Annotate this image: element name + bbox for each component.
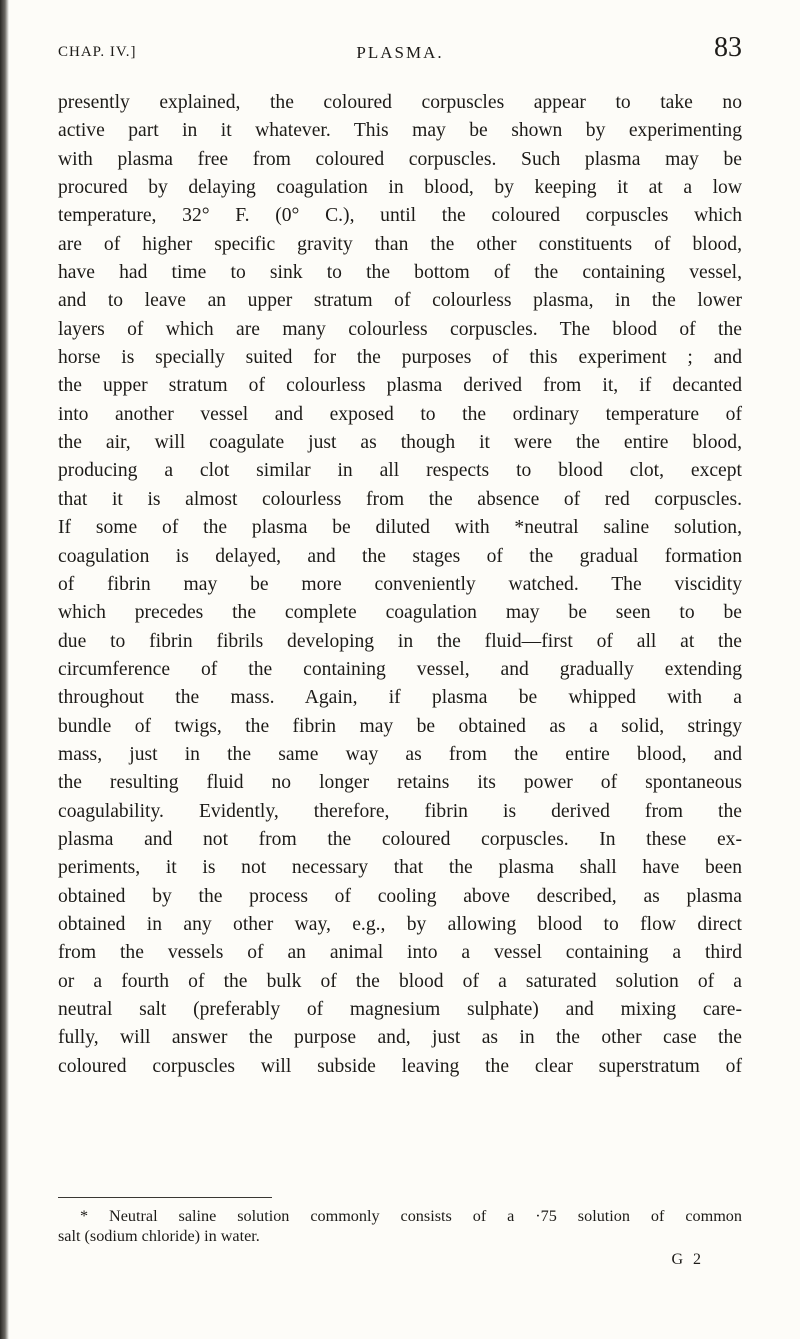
text-line: coloured corpuscles will subside leaving the clear superstratum of [58,1055,742,1077]
text-line: obtained in any other way, e.g., by allowing blood to flow direct [58,913,742,935]
text-line: the resulting fluid no longer retains its power of spontaneous [58,772,742,794]
text-line: active part in it whatever. This may be shown by experimenting [58,120,742,142]
text-line: with plasma free from coloured corpuscles. Such plasma may be [58,148,742,170]
text-line: which precedes the complete coagulation may be seen to be [58,602,742,624]
footnote-line: salt (sodium chloride) in water. [58,1227,260,1245]
chapter-label: CHAP. IV.] [58,44,137,60]
text-line: from the vessels of an animal into a vessel containing a third [58,942,742,964]
signature-mark: G 2 [671,1251,704,1268]
text-line: plasma and not from the coloured corpuscles. In these ex- [58,828,742,850]
text-line: If some of the plasma be diluted with *neutral saline solution, [58,517,742,539]
text-line: due to fibrin fibrils developing in the fluid—first of all at the [58,630,742,652]
text-line: and to leave an upper stratum of colourless plasma, in the lower [58,290,742,312]
text-line: mass, just in the same way as from the entire blood, and [58,743,742,765]
text-line: horse is specially suited for the purposes of this experiment ; and [58,347,742,369]
text-line: periments, it is not necessary that the plasma shall have been [58,857,742,879]
text-line: presently explained, the coloured corpuscles appear to take no [58,92,742,113]
page-number: 83 [714,32,742,63]
page-binding-edge [0,0,9,1339]
text-line: into another vessel and exposed to the ordinary temperature of [58,403,742,425]
running-header [58,32,742,68]
footnote [58,1206,742,1246]
text-line: procured by delaying coagulation in blood, by keeping it at a low [58,177,742,199]
text-line: or a fourth of the bulk of the blood of a saturated solution of a [58,970,742,992]
text-line: coagulability. Evidently, therefore, fibrin is derived from the [58,800,742,822]
text-line: that it is almost colourless from the absence of red corpuscles. [58,488,742,510]
text-line: the upper stratum of colourless plasma derived from it, if decanted [58,375,742,397]
text-line: throughout the mass. Again, if plasma be whipped with a [58,687,742,709]
footnote-line: * Neutral saline solution commonly consists of a ·75 solution of common [80,1207,742,1225]
footnote-rule [58,1197,272,1198]
text-line: producing a clot similar in all respects to blood clot, except [58,460,742,482]
text-line: layers of which are many colourless corpuscles. The blood of the [58,318,742,340]
text-line: of fibrin may be more conveniently watched. The viscidity [58,573,742,595]
text-line: fully, will answer the purpose and, just as in the other case the [58,1027,742,1049]
text-line: have had time to sink to the bottom of the containing vessel, [58,262,742,284]
text-line: the air, will coagulate just as though it were the entire blood, [58,432,742,454]
text-line: coagulation is delayed, and the stages of the gradual formation [58,545,742,567]
text-line: temperature, 32° F. (0° C.), until the coloured corpuscles which [58,205,742,227]
text-line: obtained by the process of cooling above described, as plasma [58,885,742,907]
body-text [58,89,742,1081]
text-line: neutral salt (preferably of magnesium sulphate) and mixing care- [58,999,742,1020]
running-title: PLASMA. [356,43,444,62]
text-line: bundle of twigs, the fibrin may be obtained as a solid, stringy [58,715,742,737]
text-line: are of higher specific gravity than the other constituents of blood, [58,233,742,255]
text-line: circumference of the containing vessel, and gradually extending [58,658,742,680]
